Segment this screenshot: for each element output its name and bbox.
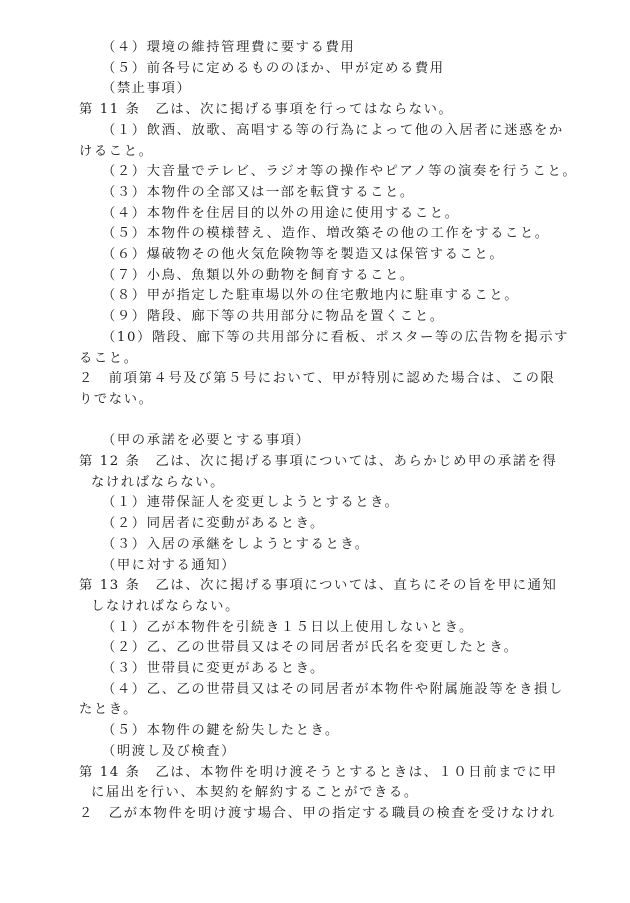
text-line: （７）小鳥、魚類以外の動物を飼育すること。 [102,268,415,283]
text-line: （２）乙、乙の世帯員又はその同居者が氏名を変更したとき。 [102,640,519,655]
text-line: （３）本物件の全部又は一部を転貸すること。 [102,185,415,200]
text-line: けること。 [79,144,154,159]
text-line: （５）本物件の模様替え、造作、増改築その他の工作をすること。 [102,226,550,241]
text-line: （８）甲が指定した駐車場以外の住宅敷地内に駐車すること。 [102,288,520,303]
text-line: ２ 乙が本物件を明け渡す場合、甲の指定する職員の検査を受けなけれ [79,806,556,821]
text-line: （６）爆破物その他火気危険物等を製造又は保管すること。 [102,247,505,262]
text-line: に届出を行い、本契約を解約することができる。 [91,785,419,800]
text-line: （４）乙、乙の世帯員又はその同居者が本物件や附属施設等をき損し [102,682,564,697]
text-line: （４）本物件を住居目的以外の用途に使用すること。 [102,206,460,221]
text-line: （１）乙が本物件を引続き１５日以上使用しないとき。 [102,620,474,635]
text-line: （１）連帯保証人を変更しようとするとき。 [102,495,400,510]
section-heading: （甲に対する通知） [102,558,237,573]
text-line: りでない。 [79,392,154,407]
text-line: （２）大音量でテレビ、ラジオ等の操作やピアノ等の演奏を行うこと。 [102,164,578,179]
text-line: （１）飲酒、放歌、高唱する等の行為によって他の入居者に迷惑をか [102,123,564,138]
text-line: （３）世帯員に変更があるとき。 [102,661,325,676]
section-heading: （甲の承諾を必要とする事項） [102,433,311,448]
section-heading: （明渡し及び検査） [102,744,237,759]
text-line: ２ 前項第４号及び第５号において、甲が特別に認めた場合は、この限 [79,371,556,386]
text-line: たとき。 [79,702,139,717]
text-line: （５）本物件の鍵を紛失したとき。 [102,723,340,738]
article-heading: 第 12 条 乙は、次に掲げる事項については、あらかじめ甲の承諾を得 [79,454,558,469]
text-line: （５）前各号に定めるもののほか、甲が定める費用 [102,61,445,76]
text-line: なければならない。 [91,475,226,490]
article-heading: 第 14 条 乙は、本物件を明け渡そうとするときは、１０日前までに甲 [79,765,558,780]
article-heading: 第 13 条 乙は、次に掲げる事項については、直ちにその旨を甲に通知 [79,578,558,593]
text-line: （９）階段、廊下等の共用部分に物品を置くこと。 [102,309,445,324]
text-line: （４）環境の維持管理費に要する費用 [102,40,356,55]
text-line: （２）同居者に変動があるとき。 [102,516,325,531]
section-heading: （禁止事項） [102,81,192,96]
article-heading: 第 11 条 乙は、次に掲げる事項を行ってはならない。 [79,102,454,117]
text-line: （10）階段、廊下等の共用部分に看板、ポスター等の広告物を掲示す [102,330,570,345]
text-line: しなければならない。 [91,599,240,614]
text-line: （３）入居の承継をしようとするとき。 [102,537,370,552]
text-line: ること。 [79,351,139,366]
